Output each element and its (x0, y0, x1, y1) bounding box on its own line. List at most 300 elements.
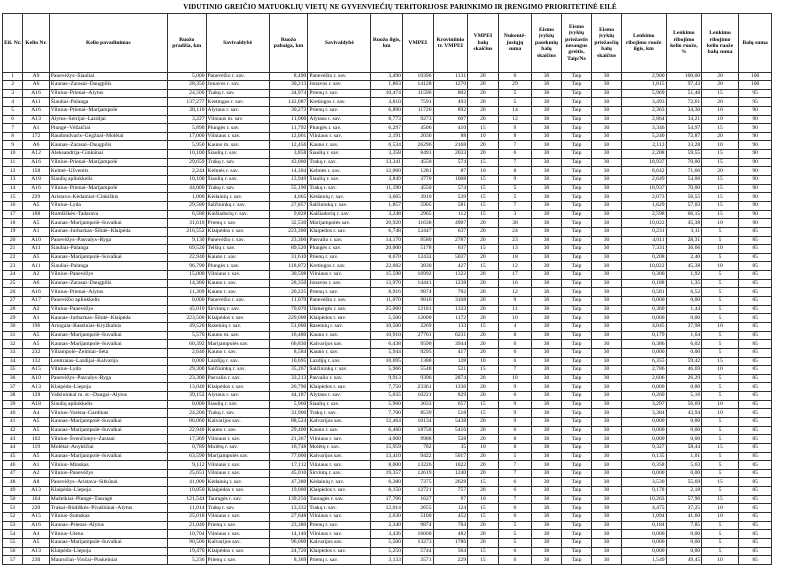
table-cell: 97,43 (666, 81, 702, 90)
table-cell: 52 (3, 513, 23, 522)
table-cell: Vilniaus r. sav. (206, 132, 269, 141)
table-cell: Taip (561, 426, 592, 435)
table-cell: 8,150 (371, 487, 403, 496)
table-cell: 637 (433, 227, 468, 236)
table-cell: 7 (498, 461, 532, 470)
table-cell: 10 (468, 443, 499, 452)
table-cell: 23361 (402, 383, 433, 392)
table-cell: 15 (468, 262, 499, 271)
table-cell: Jonavos r. sav. (308, 279, 371, 288)
table-cell: 20 (468, 98, 499, 107)
table-cell: Rumšiškės–Tadarava (49, 210, 167, 219)
table-cell: A6 (23, 81, 49, 90)
table-cell: Taip (561, 227, 592, 236)
table-cell: Vilnius–Švenčionys–Zarasai (49, 435, 167, 444)
table-cell: Taip (561, 141, 592, 150)
table-cell: 86,060 (167, 417, 206, 426)
table-cell: Taip (561, 409, 592, 418)
table-cell: 0,00 (666, 383, 702, 392)
table-cell: 15 (468, 547, 499, 556)
table-cell: Kaišiadorių r. sav. (308, 210, 371, 219)
table-cell: 9 (3, 141, 23, 150)
table-cell: 30 (592, 538, 622, 547)
table-cell: 33 (3, 348, 23, 357)
table-cell: Aristava–Kėdainiai–Cinkiškis (49, 193, 167, 202)
table-cell: Prienų r. sav. (308, 253, 371, 262)
table-cell: 1008 (433, 176, 468, 185)
table-cell: 0,00 (666, 547, 702, 556)
table-cell: Taip (561, 331, 592, 340)
table-cell: 0,00 (666, 530, 702, 539)
table-cell: 20 (468, 106, 499, 115)
table-cell: 158 (23, 167, 49, 176)
table-row (3, 348, 798, 357)
table-cell: A2 (23, 469, 49, 478)
table-cell: 20 (468, 141, 499, 150)
table-cell: 5 (702, 435, 739, 444)
table-cell: A1 (23, 461, 49, 470)
table-cell: 36,66 (666, 245, 702, 254)
table-cell: 30 (592, 426, 622, 435)
table-cell: 85 (738, 452, 772, 461)
table-cell: 1,549 (621, 556, 666, 565)
column-header: Kelio Nr. (23, 14, 49, 73)
table-cell: Panevėžio r. sav. (206, 73, 269, 81)
table-cell: 15 (702, 89, 739, 98)
table-cell: 2168 (433, 141, 468, 150)
table-cell: 13,949 (269, 176, 308, 185)
table-cell: A6 (23, 279, 49, 288)
column-header: Ruožo ilgis, km (371, 14, 403, 73)
table-cell: Marijampolės sav. (308, 219, 371, 228)
table-cell: 782 (402, 443, 433, 452)
table-row (3, 106, 798, 115)
table-cell: 5,250 (371, 547, 403, 556)
table-cell: 30 (592, 253, 622, 262)
table-cell: 14128 (402, 81, 433, 90)
table-cell: 2874 (433, 374, 468, 383)
table-cell: 22,082 (371, 262, 403, 271)
table-cell: 9422 (402, 452, 433, 461)
table-cell: Kaunas–Prienai–Alytus (49, 521, 167, 530)
table-cell: Vilnius–Panevėžys (49, 305, 167, 314)
table-cell: 15 (468, 366, 499, 375)
table-cell: 18758 (402, 426, 433, 435)
table-cell: 23 (498, 236, 532, 245)
table-cell: 85 (738, 392, 772, 401)
table-cell: 35 (3, 366, 23, 375)
table-cell: 30 (592, 452, 622, 461)
table-cell: 97 (433, 495, 468, 504)
table-cell: 17,112 (269, 461, 308, 470)
table-cell: Plungės r. sav. (206, 262, 269, 271)
table-cell: 132 (23, 357, 49, 366)
table-cell: 0,00 (666, 538, 702, 547)
table-cell: 128 (433, 357, 468, 366)
table-cell: Trakų r. sav. (206, 184, 269, 193)
table-cell: 5 (702, 297, 739, 306)
table-cell: 21,040 (167, 521, 206, 530)
table-cell: 14,170 (371, 236, 403, 245)
table-cell: 23 (3, 262, 23, 271)
table-cell: 11,309 (167, 288, 206, 297)
table-cell: 18,937 (621, 184, 666, 193)
table-cell: 12 (498, 288, 532, 297)
table-cell: 6,460 (371, 426, 403, 435)
table-cell: 10 (702, 409, 739, 418)
table-cell: 27,648 (269, 513, 308, 522)
table-cell: 15 (702, 176, 739, 185)
table-cell: 90 (738, 219, 772, 228)
table-row (3, 357, 798, 366)
table-cell: Lazdijų r. sav. (308, 357, 371, 366)
table-cell: 32,530 (269, 219, 308, 228)
table-row (3, 521, 798, 530)
table-cell: 10221 (402, 392, 433, 401)
table-cell: Širvintų r. sav. (308, 469, 371, 478)
table-cell: 58,44 (666, 443, 702, 452)
table-cell: Taip (561, 400, 592, 409)
table-cell: 30 (532, 288, 562, 297)
table-cell: Taip (561, 193, 592, 202)
table-cell: Vilniaus r. sav. (206, 461, 269, 470)
table-cell: 5,035 (371, 392, 403, 401)
table-cell: 15 (702, 193, 739, 202)
table-cell: 2,630 (371, 513, 403, 522)
table-cell: 6,380 (371, 478, 403, 487)
table-cell: 20,000 (371, 245, 403, 254)
table-cell: 10,850 (167, 487, 206, 496)
table-cell: Kalvarijos sav. (308, 340, 371, 349)
table-cell: 90 (738, 167, 772, 176)
table-cell: 4,665 (269, 193, 308, 202)
table-cell: 20 (702, 98, 739, 107)
table-cell: 139,250 (269, 495, 308, 504)
table-cell: Taip (561, 366, 592, 375)
table-cell: 59,42 (666, 357, 702, 366)
table-cell: 10396 (402, 73, 433, 81)
table-row (3, 81, 798, 90)
table-cell: 85 (738, 348, 772, 357)
table-cell: 2787 (433, 236, 468, 245)
table-cell: 802 (433, 89, 468, 98)
table-cell: 30 (592, 236, 622, 245)
table-cell: 25 (3, 279, 23, 288)
table-cell: 5 (702, 426, 739, 435)
table-cell: 20 (468, 530, 499, 539)
table-cell: Pasvalio r. sav. (308, 374, 371, 383)
table-cell: Taip (561, 556, 592, 565)
table-cell: Plungės r. sav. (206, 124, 269, 133)
table-cell: 30 (532, 89, 562, 98)
table-cell: 0,000 (621, 426, 666, 435)
table-cell: 829 (433, 392, 468, 401)
table-cell: 9,327 (621, 443, 666, 452)
table-cell: 30 (592, 331, 622, 340)
table-cell: 5 (702, 521, 739, 530)
table-cell: 90 (738, 141, 772, 150)
table-cell: 20 (468, 227, 499, 236)
table-cell: 1322 (433, 271, 468, 280)
table-cell: 30 (592, 106, 622, 115)
table-cell: 72,87 (666, 132, 702, 141)
table-cell: 48 (3, 478, 23, 487)
table-cell: 417 (433, 348, 468, 357)
table-cell: 47 (3, 469, 23, 478)
table-row (3, 374, 798, 383)
table-cell: 8,773 (371, 115, 403, 124)
table-cell: 26296 (402, 141, 433, 150)
table-cell: 5,500 (371, 314, 403, 323)
table-cell: Vilnius–Prienai–Marijampolė (49, 184, 167, 193)
table-cell: Klaipėda–Liepoja (49, 547, 167, 556)
table-cell: 30 (532, 115, 562, 124)
table-cell: 7,750 (371, 383, 403, 392)
table-cell: 0,135 (621, 452, 666, 461)
table-cell: 30 (592, 366, 622, 375)
table-row (3, 262, 798, 271)
table-cell: 30 (592, 487, 622, 496)
table-cell: 5 (702, 547, 739, 556)
table-cell: 66,830 (269, 340, 308, 349)
table-cell: 90 (738, 115, 772, 124)
table-cell: A16 (23, 158, 49, 167)
table-cell: 30 (532, 227, 562, 236)
table-cell: 4,045 (621, 322, 666, 331)
table-cell: 3,490 (371, 73, 403, 81)
table-cell: 29,400 (269, 426, 308, 435)
table-cell: 10,263 (621, 495, 666, 504)
table-cell: Šiaulių r. sav. (206, 400, 269, 409)
table-cell: 30 (532, 409, 562, 418)
table-cell: 8,584 (269, 348, 308, 357)
table-cell: 15 (468, 158, 499, 167)
table-cell: 30 (592, 400, 622, 409)
column-header: Kelio pavadinimas (49, 14, 167, 73)
table-cell: 42 (3, 426, 23, 435)
table-cell: Šiaulių r. sav. (308, 400, 371, 409)
table-cell: 20 (468, 348, 499, 357)
table-cell: 30 (592, 374, 622, 383)
table-cell: 12,456 (269, 141, 308, 150)
table-cell: 53 (3, 521, 23, 530)
table-cell: 89,520 (269, 245, 308, 254)
table-cell: 90 (738, 184, 772, 193)
table-row (3, 271, 798, 280)
table-cell: 16660 (402, 530, 433, 539)
table-cell: 33,213 (269, 374, 308, 383)
table-cell: 30 (532, 124, 562, 133)
table-cell: Taip (561, 348, 592, 357)
table-cell: 172 (23, 132, 49, 141)
table-cell: 30 (592, 227, 622, 236)
table-cell: 30 (532, 150, 562, 159)
table-cell: Taip (561, 158, 592, 167)
table-cell: 30 (592, 150, 622, 159)
table-cell: 20 (468, 271, 499, 280)
table-cell: 9295 (402, 348, 433, 357)
table-cell: 85 (738, 556, 772, 565)
table-cell: Šalčininkų r. sav. (206, 366, 269, 375)
table-cell: 15 (468, 556, 499, 565)
table-cell: Molėtų r. sav. (206, 443, 269, 452)
table-cell: 9 (498, 176, 532, 185)
table-cell: 30 (592, 245, 622, 254)
table-cell: 15,598 (371, 271, 403, 280)
table-cell: 0,178 (621, 487, 666, 496)
table-cell: 85 (738, 314, 772, 323)
table-cell: 54,97 (666, 124, 702, 133)
table-cell: 9874 (402, 288, 433, 297)
table-cell: Viliampolė–Žeimiai–Šėta (49, 348, 167, 357)
table-cell: 13 (498, 245, 532, 254)
table-cell: A4 (23, 530, 49, 539)
table-cell: 8 (3, 132, 23, 141)
table-cell: 47,380 (269, 478, 308, 487)
table-cell: 5438 (433, 417, 468, 426)
table-cell: 70,00 (666, 158, 702, 167)
table-cell: 30 (592, 322, 622, 331)
table-cell: 30 (532, 435, 562, 444)
table-cell: 3 (3, 89, 23, 98)
table-cell: Alytaus r. sav. (206, 392, 269, 401)
table-cell: 30 (592, 348, 622, 357)
table-cell: 31,610 (269, 253, 308, 262)
table-cell: Vilnius–Šumskas (49, 513, 167, 522)
table-cell: 124 (433, 504, 468, 513)
table-cell: Klaipėda–Liepoja (49, 383, 167, 392)
table-cell: 10 (702, 245, 739, 254)
table-cell: 30 (532, 314, 562, 323)
table-cell: A2 (23, 271, 49, 280)
table-cell: A18 (23, 400, 49, 409)
table-row (3, 305, 798, 314)
table-cell: 10 (468, 132, 499, 141)
table-cell: Taip (561, 305, 592, 314)
table-cell: 30 (592, 219, 622, 228)
table-cell: 16,748 (269, 443, 308, 452)
table-cell: Kėdainių r. sav. (308, 478, 371, 487)
table-cell: 54,06 (666, 176, 702, 185)
table-cell: 5 (702, 227, 739, 236)
table-cell: 37,25 (666, 504, 702, 513)
table-cell: 15 (702, 201, 739, 210)
table-cell: 35,267 (269, 366, 308, 375)
table-cell: 13273 (402, 538, 433, 547)
table-cell: 5 (702, 314, 739, 323)
table-cell: 7,331 (621, 245, 666, 254)
table-cell: 29,300 (167, 366, 206, 375)
table-cell: 85 (738, 435, 772, 444)
table-cell: Taip (561, 495, 592, 504)
table-cell: 85 (738, 513, 772, 522)
table-cell: Taip (561, 253, 592, 262)
table-cell: 23,380 (269, 521, 308, 530)
table-cell: 13,332 (269, 504, 308, 513)
table-row (3, 383, 798, 392)
table-cell: 100,00 (666, 73, 702, 81)
table-cell: Taip (561, 115, 592, 124)
table-cell: 85 (738, 322, 772, 331)
table-cell: 5 (702, 538, 739, 547)
table-cell: 30 (532, 400, 562, 409)
table-cell: A13 (23, 487, 49, 496)
table-cell: 6,02 (666, 340, 702, 349)
table-cell: Trakai–Rūdiškės–Pivašiūnai–Alytus (49, 504, 167, 513)
table-cell: 0,208 (621, 253, 666, 262)
table-cell: 5 (702, 383, 739, 392)
table-cell: 43,94 (666, 409, 702, 418)
table-cell: 56,69 (666, 400, 702, 409)
table-cell: 85 (738, 521, 772, 530)
table-cell: 3,530 (621, 478, 666, 487)
table-cell: 35 (433, 443, 468, 452)
table-cell: 10134 (402, 417, 433, 426)
table-cell: 5 (498, 89, 532, 98)
table-cell: 0,000 (167, 357, 206, 366)
table-cell: 51 (3, 504, 23, 513)
table-cell: 71,66 (666, 167, 702, 176)
table-cell: Vilniaus r. sav. (308, 435, 371, 444)
table-cell: 69,520 (167, 245, 206, 254)
table-row (3, 288, 798, 297)
table-cell: 9 (498, 400, 532, 409)
table-cell: 24 (3, 271, 23, 280)
table-cell: 14 (498, 106, 532, 115)
table-cell: 90 (738, 132, 772, 141)
table-cell: Panevėžio r. sav. (308, 297, 371, 306)
table-cell: 2,073 (621, 193, 666, 202)
table-row (3, 279, 798, 288)
table-cell: 30 (592, 383, 622, 392)
table-cell: Trakų r. sav. (308, 158, 371, 167)
table-row (3, 98, 798, 107)
table-cell: 29,580 (167, 201, 206, 210)
table-cell: 6 (498, 73, 532, 81)
table-cell: 0,00 (666, 297, 702, 306)
table-cell: 6,355 (621, 357, 666, 366)
table-cell: 6 (3, 115, 23, 124)
table-cell: Taip (561, 271, 592, 280)
table-cell: Alytaus r. sav. (206, 106, 269, 115)
table-cell: 164 (23, 495, 49, 504)
table-cell: 14 (3, 184, 23, 193)
table-cell: 30 (532, 73, 562, 81)
table-cell: 15 (468, 176, 499, 185)
table-cell: 5 (702, 331, 739, 340)
table-cell: Vilnius–Lyda (49, 366, 167, 375)
table-cell: Prienų r. sav. (308, 288, 371, 297)
table-cell: 607 (433, 115, 468, 124)
table-cell: 6,438 (371, 340, 403, 349)
table-cell: Kėdainių r. sav. (206, 193, 269, 202)
table-cell: 216,552 (167, 227, 206, 236)
table-cell: 20 (468, 253, 499, 262)
table-cell: 17 (3, 210, 23, 219)
table-row (3, 443, 798, 452)
table-cell: 25,018 (167, 513, 206, 522)
table-cell: Vilniaus r. sav. (206, 513, 269, 522)
table-cell: 29 (3, 314, 23, 323)
table-cell: 3,346 (621, 124, 666, 133)
table-cell: 13,341 (371, 158, 403, 167)
table-cell: 223,300 (269, 227, 308, 236)
table-cell: A1 (23, 314, 49, 323)
table-cell: 5 (498, 452, 532, 461)
table-cell: 482 (433, 530, 468, 539)
table-cell: 5037 (433, 253, 468, 262)
table-cell: 50 (3, 495, 23, 504)
